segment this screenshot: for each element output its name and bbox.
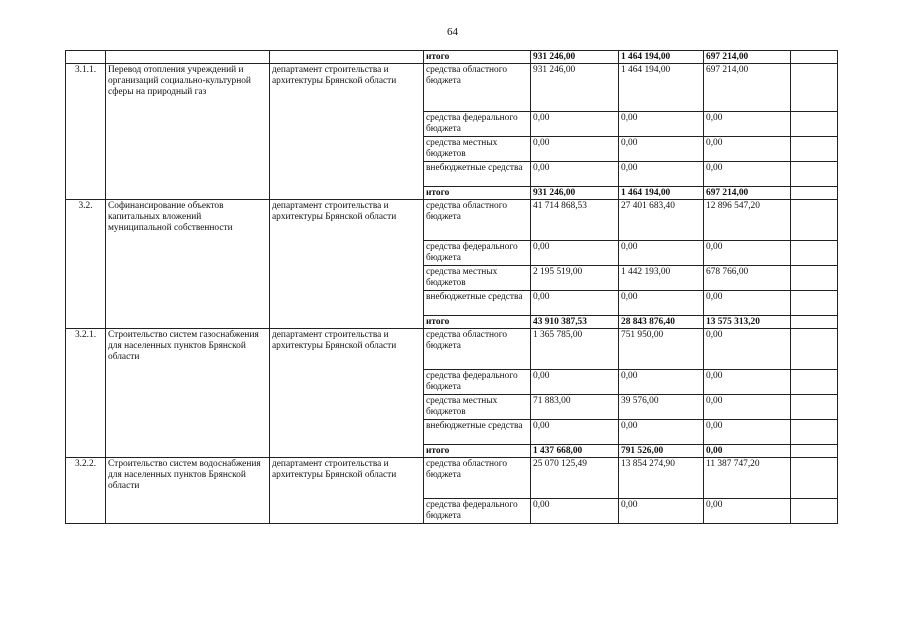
- item-name: Строительство систем водоснабжения для населенных пунктов Брянской области: [106, 458, 270, 524]
- value-cell: [791, 329, 838, 370]
- value-cell: 0,00: [531, 291, 619, 316]
- value-cell: 0,00: [704, 420, 791, 445]
- value-cell: 791 526,00: [619, 445, 704, 458]
- value-cell: 0,00: [704, 112, 791, 137]
- value-cell: 13 575 313,20: [704, 316, 791, 329]
- table-cell: [106, 51, 270, 64]
- value-cell: [791, 291, 838, 316]
- value-cell: 0,00: [704, 329, 791, 370]
- item-executor: департамент строительства и архитектуры Брянской области: [270, 64, 424, 200]
- item-executor: департамент строительства и архитектуры Брянской области: [270, 200, 424, 329]
- value-cell: [791, 420, 838, 445]
- value-cell: [791, 187, 838, 200]
- item-number: 3.2.1.: [66, 329, 106, 458]
- value-cell: 0,00: [531, 162, 619, 187]
- source-cell: внебюджетные средства: [424, 162, 531, 187]
- value-cell: 0,00: [619, 291, 704, 316]
- value-cell: 0,00: [704, 499, 791, 524]
- source-cell: внебюджетные средства: [424, 420, 531, 445]
- value-cell: 0,00: [531, 499, 619, 524]
- value-cell: [791, 162, 838, 187]
- value-cell: 0,00: [619, 241, 704, 266]
- source-cell: средства федерального бюджета: [424, 370, 531, 395]
- source-cell: итого: [424, 445, 531, 458]
- value-cell: 39 576,00: [619, 395, 704, 420]
- value-cell: [791, 458, 838, 499]
- value-cell: 0,00: [704, 137, 791, 162]
- value-cell: 697 214,00: [704, 51, 791, 64]
- value-cell: [791, 51, 838, 64]
- value-cell: 25 070 125,49: [531, 458, 619, 499]
- value-cell: 43 910 387,53: [531, 316, 619, 329]
- value-cell: 1 464 194,00: [619, 51, 704, 64]
- value-cell: 1 464 194,00: [619, 64, 704, 112]
- source-cell: средства местных бюджетов: [424, 395, 531, 420]
- source-cell: средства областного бюджета: [424, 200, 531, 241]
- value-cell: 1 442 193,00: [619, 266, 704, 291]
- page-number: 64: [447, 26, 458, 38]
- value-cell: 12 896 547,20: [704, 200, 791, 241]
- item-number: 3.1.1.: [66, 64, 106, 200]
- value-cell: 931 246,00: [531, 187, 619, 200]
- value-cell: 27 401 683,40: [619, 200, 704, 241]
- value-cell: 0,00: [619, 499, 704, 524]
- budget-table: [65, 50, 838, 524]
- value-cell: 0,00: [704, 370, 791, 395]
- value-cell: [791, 200, 838, 241]
- table-cell: [66, 51, 106, 64]
- source-cell: средства федерального бюджета: [424, 499, 531, 524]
- value-cell: [791, 64, 838, 112]
- value-cell: 0,00: [619, 370, 704, 395]
- value-cell: 678 766,00: [704, 266, 791, 291]
- value-cell: 751 950,00: [619, 329, 704, 370]
- source-cell: итого: [424, 316, 531, 329]
- source-cell: средства областного бюджета: [424, 329, 531, 370]
- table-row: [66, 200, 838, 241]
- value-cell: [791, 112, 838, 137]
- value-cell: 1 464 194,00: [619, 187, 704, 200]
- source-cell: средства местных бюджетов: [424, 266, 531, 291]
- value-cell: 0,00: [531, 420, 619, 445]
- source-cell: средства областного бюджета: [424, 64, 531, 112]
- item-executor: департамент строительства и архитектуры Брянской области: [270, 458, 424, 524]
- item-number: 3.2.2.: [66, 458, 106, 524]
- value-cell: 0,00: [619, 137, 704, 162]
- value-cell: 11 387 747,20: [704, 458, 791, 499]
- item-name: Софинансирование объектов капитальных вложений муниципальной собственности: [106, 200, 270, 329]
- value-cell: 0,00: [619, 420, 704, 445]
- value-cell: 0,00: [704, 291, 791, 316]
- value-cell: [791, 316, 838, 329]
- value-cell: 0,00: [704, 162, 791, 187]
- value-cell: 28 843 876,40: [619, 316, 704, 329]
- value-cell: [791, 370, 838, 395]
- item-name: Перевод отопления учреждений и организаций социально-культурной сферы на природный газ: [106, 64, 270, 200]
- value-cell: 1 437 668,00: [531, 445, 619, 458]
- value-cell: [791, 241, 838, 266]
- value-cell: 931 246,00: [531, 64, 619, 112]
- value-cell: [791, 395, 838, 420]
- value-cell: 2 195 519,00: [531, 266, 619, 291]
- value-cell: 0,00: [531, 137, 619, 162]
- source-cell: средства областного бюджета: [424, 458, 531, 499]
- value-cell: 0,00: [704, 395, 791, 420]
- value-cell: 0,00: [619, 162, 704, 187]
- item-name: Строительство систем газоснабжения для населенных пунктов Брянской области: [106, 329, 270, 458]
- source-cell: итого: [424, 187, 531, 200]
- value-cell: 0,00: [531, 370, 619, 395]
- value-cell: 71 883,00: [531, 395, 619, 420]
- value-cell: [791, 445, 838, 458]
- value-cell: 697 214,00: [704, 187, 791, 200]
- table-row: [66, 329, 838, 370]
- value-cell: [791, 499, 838, 524]
- item-number: 3.2.: [66, 200, 106, 329]
- value-cell: [791, 137, 838, 162]
- value-cell: 697 214,00: [704, 64, 791, 112]
- table-row: [66, 64, 838, 112]
- value-cell: [791, 266, 838, 291]
- value-cell: 931 246,00: [531, 51, 619, 64]
- value-cell: 0,00: [704, 241, 791, 266]
- table-row: [66, 51, 838, 64]
- value-cell: 0,00: [531, 241, 619, 266]
- source-cell: средства федерального бюджета: [424, 112, 531, 137]
- value-cell: 0,00: [531, 112, 619, 137]
- table-cell: [270, 51, 424, 64]
- value-cell: 13 854 274,90: [619, 458, 704, 499]
- value-cell: 0,00: [704, 445, 791, 458]
- source-cell: средства федерального бюджета: [424, 241, 531, 266]
- item-executor: департамент строительства и архитектуры Брянской области: [270, 329, 424, 458]
- source-cell: внебюджетные средства: [424, 291, 531, 316]
- table-row: [66, 458, 838, 499]
- value-cell: 41 714 868,53: [531, 200, 619, 241]
- source-cell: итого: [424, 51, 531, 64]
- source-cell: средства местных бюджетов: [424, 137, 531, 162]
- value-cell: 0,00: [619, 112, 704, 137]
- value-cell: 1 365 785,00: [531, 329, 619, 370]
